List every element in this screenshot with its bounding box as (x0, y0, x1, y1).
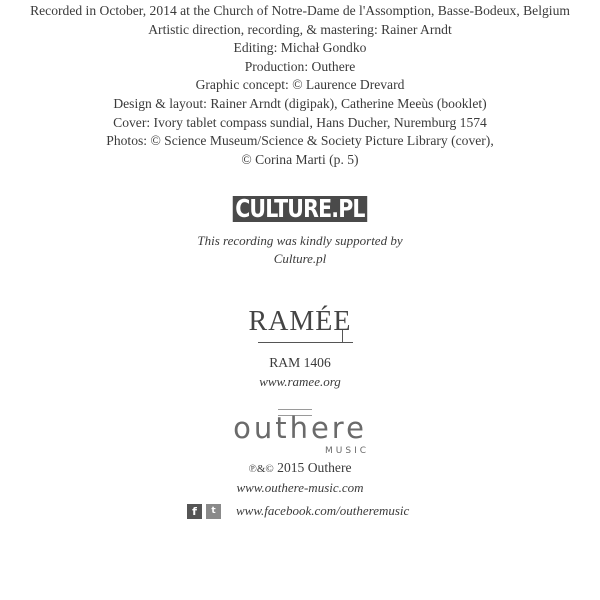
outhere-logo: outhere (233, 411, 367, 445)
outhere-website-link[interactable]: www.outhere-music.com (236, 480, 364, 495)
credit-line: Artistic direction, recording, & mastering: Rainer Arndt (148, 21, 452, 37)
outhere-logo-sub: MUSIC (325, 446, 370, 456)
credit-line: © Corina Marti (p. 5) (241, 151, 359, 167)
credit-line: Graphic concept: © Laurence Drevard (195, 77, 405, 93)
support-line: This recording was kindly supported by (197, 233, 403, 248)
credit-line: Design & layout: Rainer Arndt (digipak), Catherine Meeùs (booklet) (113, 95, 487, 111)
copyright-line (0, 460, 600, 476)
copyright-symbols: ℗&© (248, 463, 274, 475)
credit-line: Recorded in October, 2014 at the Church of Notre-Dame de l'Assomption, Basse-Bodeux, Belgium (30, 3, 570, 18)
facebook-link[interactable]: www.facebook.com/outheremusic (236, 503, 410, 518)
credit-line: Editing: Michał Gondko (233, 40, 367, 56)
facebook-icon[interactable]: f (187, 504, 202, 519)
ramee-website-link[interactable]: www.ramee.org (259, 374, 341, 389)
catalog-number: RAM 1406 (269, 355, 331, 370)
culture-pl-logo (0, 196, 600, 222)
credits-block (0, 2, 600, 169)
credit-line: Production: Outhere (244, 58, 356, 74)
support-note (0, 232, 600, 268)
ramee-logo-hook (342, 330, 353, 343)
culture-pl-logo-text: CULTURE.PL (233, 196, 367, 222)
twitter-icon[interactable]: t (206, 504, 221, 519)
credit-line: Cover: Ivory tablet compass sundial, Hans Ducher, Nuremburg 1574 (113, 114, 487, 130)
ramee-logo-rule (258, 342, 346, 343)
ramee-logo: RAMÉE (248, 306, 352, 337)
social-row (187, 503, 409, 519)
support-name: Culture.pl (273, 251, 327, 266)
credit-line: Photos: © Science Museum/Science & Society Picture Library (cover), (106, 133, 494, 149)
copyright-text: 2015 Outhere (277, 460, 352, 475)
